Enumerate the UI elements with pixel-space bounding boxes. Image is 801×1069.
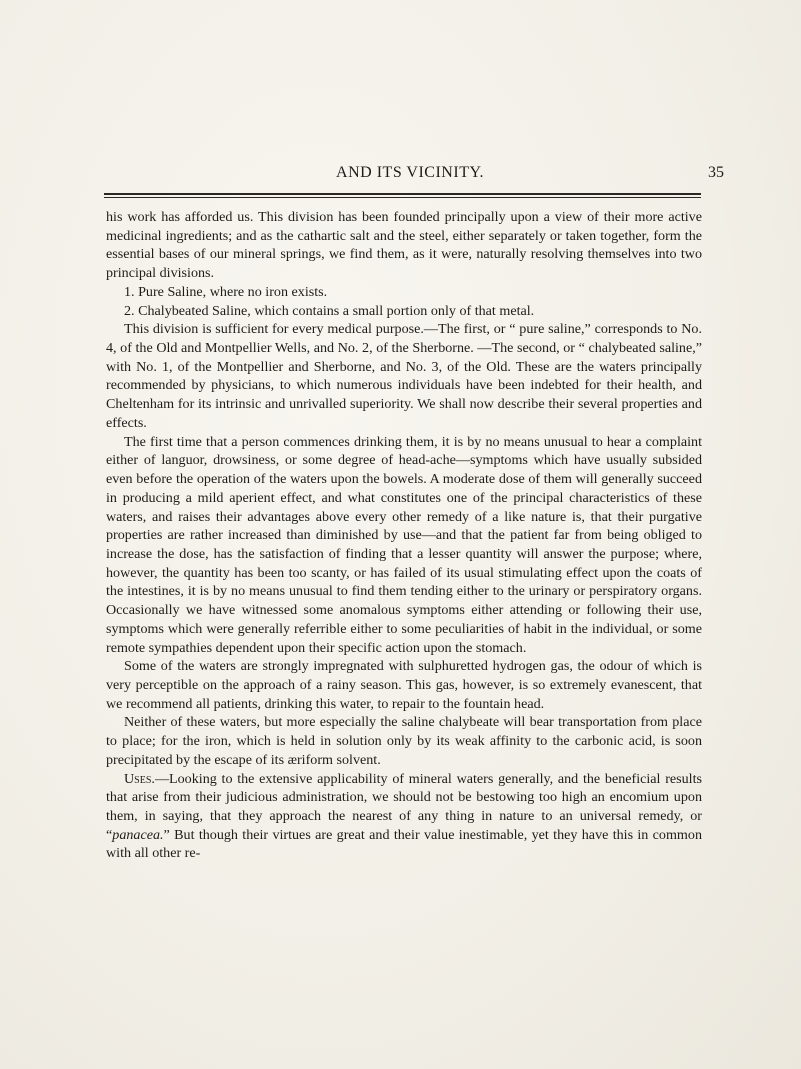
uses-text-before: —Looking to the extensive applicability of mineral waters generally, and the beneficial results that arise from their judicious administration, we should not be bestowing too high an encomium upon them, in saying, that they approach the nearest of any thing in nature to an universal remedy, or “ <box>106 770 702 843</box>
uses-text-after: ” But though their virtues are great and their value inestimable, yet they have this in common with all other re- <box>106 826 702 862</box>
paragraph: his work has afforded us. This division has been founded principally upon a view of their more active medicinal ingredients; and as the cathartic salt and the steel, either separately or taken together, form the essential bases of our mineral springs, we find them, as it were, naturally resolving themselves into two principal divisions. <box>106 209 702 282</box>
paragraph: The first time that a person commences drinking them, it is by no means unusual to hear a complaint either of languor, drowsiness, or some degree of head-ache—symptoms which have usually subsided even before the operation of the waters upon the bowels. A moderate dose of them will generally succeed in producing a mild aperient effect, and what constitutes one of the principal characteristics of these waters, and raises their advantages above every other remedy of a like nature is, that their purgative properties are rather increased than diminished by use—and that the patient far from being obliged to increase the dose, has the satisfaction of finding that a lesser quantity will answer the purpose; where, however, the quantity has been too scanty, or has failed of its usual stimulating effect upon the coats of the intestines, it is by no means unusual to find them tending either to the urinary or perspiratory organs. Occasionally we have witnessed some anomalous symptoms either attending or following their use, symptoms which were generally referrible either to some peculiarities of habit in the individual, or some remote sympathies dependent upon their specific action upon the stomach. <box>106 433 702 656</box>
uses-heading: Uses. <box>124 770 155 787</box>
page-number: 35 <box>708 164 724 181</box>
paragraph: Neither of these waters, but more especially the saline chalybeate will bear transportation from place to place; for the iron, which is held in solution only by its weak affinity to the carbonic acid, is soon precipitated by the escape of its æriform solvent. <box>106 714 702 768</box>
paragraph: This division is sufficient for every medical purpose.—The first, or “ pure saline,” corresponds to No. 4, of the Old and Montpellier Wells, and No. 2, of the Sherborne. —The second, or “ chalybeated saline,” with No. 1, of the Montpellier and Sherborne, and No. 3, of the Old. These are the waters principally recommended by physicians, to which numerous individuals have been indebted for their health, and Cheltenham for its intrinsic and unrivalled superiority. We shall now describe their several properties and effects. <box>106 321 702 431</box>
running-head <box>110 164 724 188</box>
list-item-chalybeated-saline: 2. Chalybeated Saline, which contains a small portion only of that metal. <box>124 302 535 319</box>
signature-mark <box>106 863 702 882</box>
header-rule-thin <box>104 197 701 198</box>
uses-paragraph <box>106 770 702 864</box>
header-rule-thick <box>104 193 701 195</box>
running-title: AND ITS VICINITY. <box>336 164 484 181</box>
paragraph: Some of the waters are strongly impregnated with sulphuretted hydrogen gas, the odour of which is very perceptible on the approach of a rainy season. This gas, however, is so extremely evanescent, that we recommend all patients, drinking this water, to repair to the fountain head. <box>106 658 702 712</box>
list-item-pure-saline: 1. Pure Saline, where no iron exists. <box>124 283 328 300</box>
body-text <box>106 208 702 882</box>
uses-emphasis: panacea. <box>112 826 164 843</box>
